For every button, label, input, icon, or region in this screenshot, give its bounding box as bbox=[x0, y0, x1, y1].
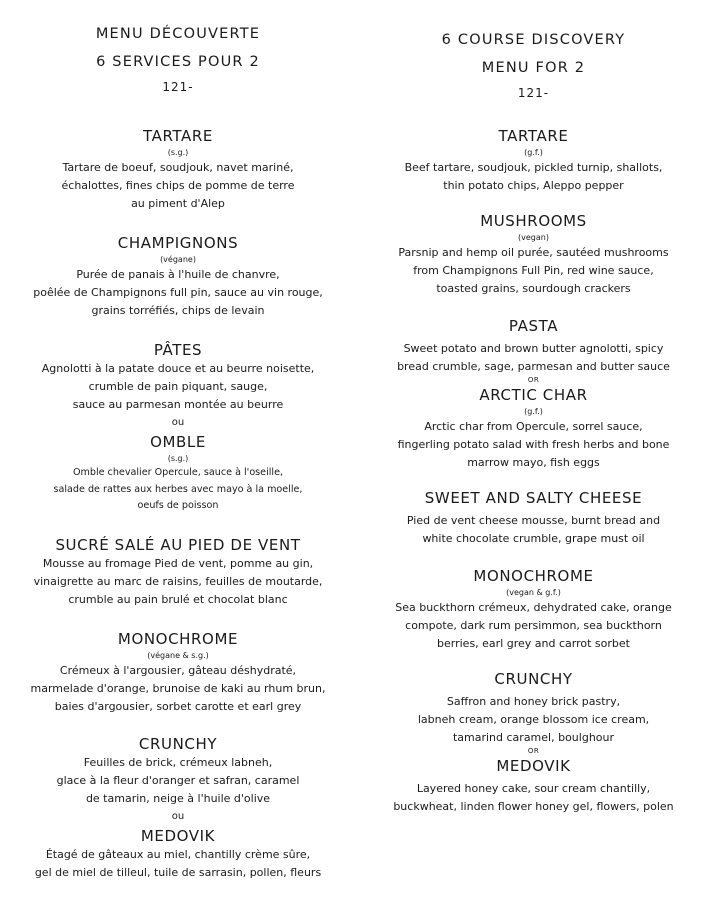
course-monochrome-fr bbox=[0, 629, 356, 716]
course-description-line: Mousse au fromage Pied de vent, pomme au gin, bbox=[42, 556, 314, 570]
or-separator: OR bbox=[527, 376, 540, 384]
course-title: SWEET AND SALTY CHEESE bbox=[424, 489, 643, 507]
course-description-line: baies d'argousier, sorbet carotte et earl grey bbox=[54, 699, 302, 713]
course-omble-fr bbox=[0, 432, 356, 515]
course-description-line: fingerling potato salad with fresh herbs and bone bbox=[397, 438, 670, 451]
course-title: SUCRÉ SALÉ AU PIED DE VENT bbox=[55, 535, 301, 554]
course-description-line: salade de rattes aux herbes avec mayo à la moelle, bbox=[53, 483, 303, 495]
course-title: MONOCHROME bbox=[117, 629, 239, 648]
dietary-note: (vegan & g.f.) bbox=[506, 588, 561, 597]
course-description-line: Purée de panais à l'huile de chanvre, bbox=[76, 268, 280, 281]
course-description-line: tamarind caramel, boulghour bbox=[452, 731, 615, 744]
course-monochrome-en bbox=[365, 566, 702, 653]
course-description-line: compote, dark rum persimmon, sea buckthorn bbox=[405, 619, 662, 632]
or-separator: OR bbox=[527, 747, 540, 755]
course-medovik-fr bbox=[0, 826, 356, 882]
course-description-line: Beef tartare, soudjouk, pickled turnip, shallots, bbox=[404, 161, 663, 174]
french-menu-column bbox=[0, 0, 356, 882]
course-description-line: Sea buckthorn crémeux, dehydrated cake, orange bbox=[395, 601, 672, 614]
or-separator: ou bbox=[171, 417, 185, 428]
course-description-line: Crémeux à l'argousier, gâteau déshydraté, bbox=[59, 663, 297, 677]
course-description-line: gel de miel de tilleul, tuile de sarrasin, pollen, fleurs bbox=[34, 865, 322, 879]
course-description-line: Arctic char from Opercule, sorrel sauce, bbox=[424, 420, 643, 433]
course-title: MUSHROOMS bbox=[480, 212, 587, 230]
dietary-note: (g.f.) bbox=[524, 148, 543, 157]
course-pates-fr bbox=[0, 340, 356, 414]
dietary-note: (végane & s.g.) bbox=[147, 650, 209, 660]
course-description-line: au piment d'Alep bbox=[131, 197, 225, 210]
course-title: MEDOVIK bbox=[496, 757, 571, 775]
course-description-line: bread crumble, sage, parmesan and butter sauce bbox=[397, 360, 670, 373]
course-champignons-fr bbox=[0, 233, 356, 320]
dietary-note: (s.g.) bbox=[167, 454, 189, 463]
english-menu-column bbox=[365, 0, 702, 816]
course-title: CRUNCHY bbox=[138, 734, 218, 753]
course-description-line: Étagé de gâteaux au miel, chantilly crème sûre, bbox=[45, 847, 311, 861]
course-title: ARCTIC CHAR bbox=[479, 386, 588, 404]
course-title: PÂTES bbox=[153, 341, 203, 359]
course-description-line: toasted grains, sourdough crackers bbox=[436, 282, 631, 295]
course-tartare-en bbox=[365, 126, 702, 195]
course-title: TARTARE bbox=[498, 127, 569, 145]
course-description-line: buckwheat, linden flower honey gel, flowers, polen bbox=[393, 800, 674, 813]
course-description-line: Saffron and honey brick pastry, bbox=[446, 695, 621, 708]
menu-title-en: 6 COURSE DISCOVERY bbox=[441, 32, 626, 48]
course-title: CHAMPIGNONS bbox=[117, 234, 239, 252]
course-sweet-salty-cheese-en bbox=[365, 488, 702, 548]
course-pasta-en bbox=[365, 316, 702, 376]
course-title: TARTARE bbox=[143, 127, 213, 145]
course-title: OMBLE bbox=[150, 433, 206, 451]
menu-subtitle-en: MENU FOR 2 bbox=[481, 60, 586, 76]
course-description-line: Pied de vent cheese mousse, burnt bread and bbox=[406, 514, 661, 527]
menu-subtitle-fr: 6 SERVICES POUR 2 bbox=[96, 54, 260, 70]
course-description-line: oeufs de poisson bbox=[137, 500, 219, 511]
course-crunchy-en bbox=[365, 669, 702, 747]
course-description-line: white chocolate crumble, grape must oil bbox=[422, 532, 645, 545]
course-title: CRUNCHY bbox=[494, 670, 573, 688]
course-crunchy-fr bbox=[0, 734, 356, 808]
course-description-line: sauce au parmesan montée au beurre bbox=[72, 398, 284, 411]
course-description-line: Sweet potato and brown butter agnolotti, spicy bbox=[403, 342, 664, 355]
course-medovik-en bbox=[365, 756, 702, 816]
dietary-note: (vegan) bbox=[518, 233, 549, 242]
menu-title-fr: MENU DÉCOUVERTE bbox=[95, 26, 261, 42]
menu-price-fr: 121- bbox=[162, 80, 194, 94]
dietary-note: (s.g.) bbox=[167, 148, 189, 157]
or-separator: ou bbox=[171, 810, 185, 822]
course-description-line: berries, earl grey and carrot sorbet bbox=[437, 637, 630, 650]
course-description-line: grains torréfiés, chips de levain bbox=[91, 304, 265, 317]
course-description-line: Tartare de boeuf, soudjouk, navet mariné, bbox=[62, 161, 294, 174]
course-description-line: crumble de pain piquant, sauge, bbox=[88, 380, 268, 393]
course-description-line: Agnolotti à la patate douce et au beurre noisette, bbox=[41, 362, 315, 375]
course-description-line: labneh cream, orange blossom ice cream, bbox=[417, 713, 650, 726]
course-tartare-fr bbox=[0, 126, 356, 213]
course-sucre-sale-fr bbox=[0, 535, 356, 609]
course-description-line: marrow mayo, fish eggs bbox=[467, 456, 600, 469]
course-description-line: de tamarin, neige à l'huile d'olive bbox=[85, 791, 271, 805]
course-description-line: glace à la fleur d'oranger et safran, caramel bbox=[56, 773, 300, 787]
course-description-line: marmelade d'orange, brunoise de kaki au rhum brun, bbox=[30, 681, 326, 695]
course-description-line: échalottes, fines chips de pomme de terre bbox=[61, 179, 295, 192]
course-description-line: Omble chevalier Opercule, sauce à l'oseille, bbox=[72, 467, 284, 478]
course-description-line: crumble au pain brulé et chocolat blanc bbox=[68, 592, 288, 606]
course-description-line: Feuilles de brick, crémeux labneh, bbox=[83, 755, 273, 769]
course-title: MEDOVIK bbox=[140, 826, 216, 845]
course-title: PASTA bbox=[508, 317, 559, 335]
course-description-line: poêlée de Champignons full pin, sauce au vin rouge, bbox=[33, 286, 323, 299]
course-description-line: vinaigrette au marc de raisins, feuilles de moutarde, bbox=[33, 574, 323, 588]
course-description-line: Parsnip and hemp oil purée, sautéed mushrooms bbox=[398, 246, 669, 259]
dietary-note: (g.f.) bbox=[524, 407, 543, 416]
dietary-note: (végane) bbox=[160, 255, 196, 264]
course-arctic-char-en bbox=[365, 385, 702, 472]
course-mushrooms-en bbox=[365, 211, 702, 298]
course-description-line: Layered honey cake, sour cream chantilly, bbox=[416, 782, 651, 795]
menu-price-en: 121- bbox=[517, 86, 550, 100]
course-title: MONOCHROME bbox=[473, 567, 594, 585]
course-description-line: from Champignons Full Pin, red wine sauce, bbox=[413, 264, 654, 277]
course-description-line: thin potato chips, Aleppo pepper bbox=[443, 179, 624, 192]
